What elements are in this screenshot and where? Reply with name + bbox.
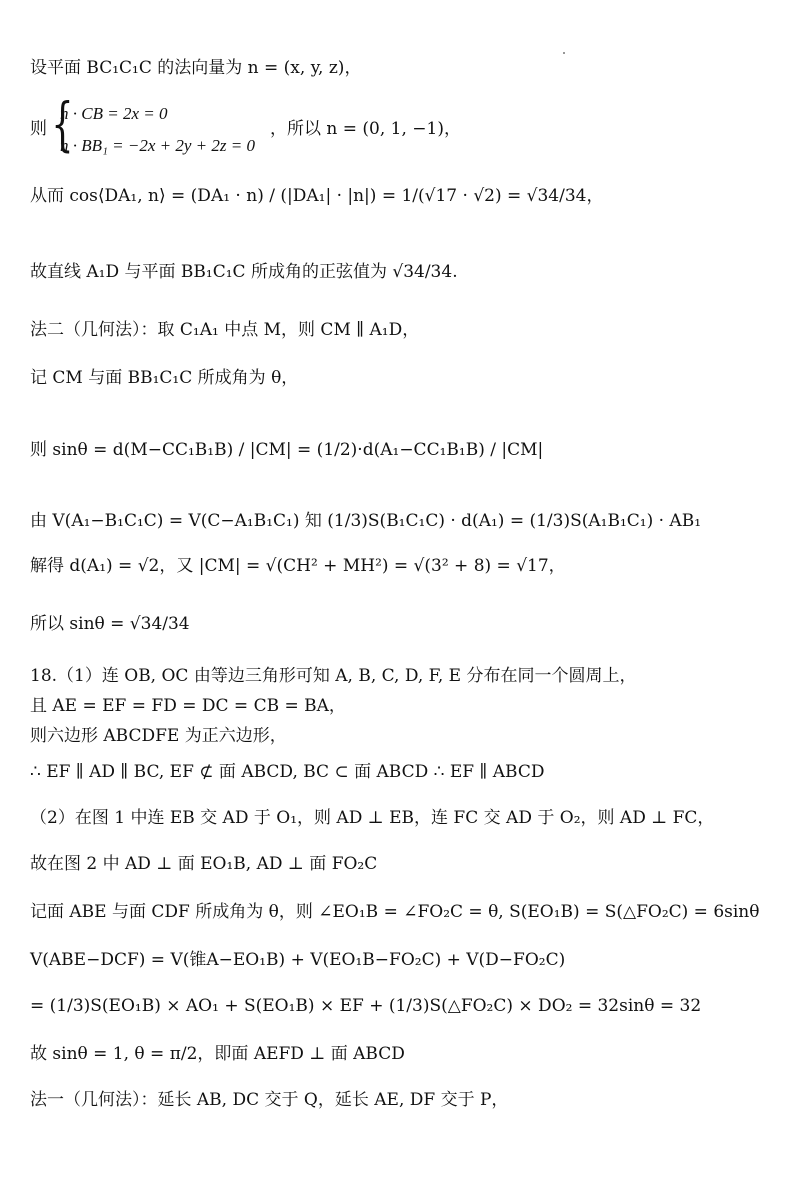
text-line-6: 记 CM 与面 BB₁C₁C 所成角为 θ，	[30, 368, 299, 388]
text-line-3: 从而 cos⟨DA₁, n⟩ = (DA₁ · n) / (|DA₁| · |n|) = 1/(√17 · √2) = √34/34，	[30, 186, 604, 206]
text-line-11: 18.（1）连 OB, OC 由等边三角形可知 A, B, C, D, F, E 分布在同一个圆周上，	[30, 666, 637, 686]
text-line-8: 由 V(A₁−B₁C₁C) = V(C−A₁B₁C₁) 知 (1/3)S(B₁C₁C) · d(A₁) = (1/3)S(A₁B₁C₁) · AB₁	[30, 511, 702, 531]
text-line-12: 且 AE = EF = FD = DC = CB = BA，	[30, 696, 346, 716]
text-line-10: 所以 sinθ = √34/34	[30, 614, 190, 634]
text-line-9: 解得 d(A₁) = √2，又 |CM| = √(CH² + MH²) = √(3² + 8) = √17，	[30, 556, 566, 576]
text-line-14: ∴ EF ∥ AD ∥ BC, EF ⊄ 面 ABCD, BC ⊂ 面 ABCD ∴ EF ∥ ABCD	[30, 762, 545, 782]
text-line-7: 则 sinθ = d(M−CC₁B₁B) / |CM| = (1/2)·d(A₁−CC₁B₁B) / |CM|	[30, 440, 544, 460]
speck-mark	[563, 52, 565, 54]
text-line-18: V(ABE−DCF) = V(锥A−EO₁B) + V(EO₁B−FO₂C) + V(D−FO₂C)	[30, 950, 566, 970]
text-line-16: 故在图 2 中 AD ⊥ 面 EO₁B, AD ⊥ 面 FO₂C	[30, 854, 378, 874]
text-line-17: 记面 ABE 与面 CDF 所成角为 θ，则 ∠EO₁B = ∠FO₂C = θ, S(EO₁B) = S(△FO₂C) = 6sinθ	[30, 902, 760, 922]
text-line-15: （2）在图 1 中连 EB 交 AD 于 O₁，则 AD ⊥ EB，连 FC 交 AD 于 O₂，则 AD ⊥ FC，	[30, 808, 715, 828]
system-equation-2: n · BB₁ = −2x + 2y + 2z = 0	[60, 136, 255, 155]
text-line-13: 则六边形 ABCDFE 为正六边形，	[30, 726, 287, 746]
text-line-19: = (1/3)S(EO₁B) × AO₁ + S(EO₁B) × EF + (1/3)S(△FO₂C) × DO₂ = 32sinθ = 32	[30, 996, 702, 1016]
text-line-1: 设平面 BC₁C₁C 的法向量为 n = (x, y, z)，	[30, 58, 362, 78]
text-line-5: 法二（几何法）：取 C₁A₁ 中点 M，则 CM ∥ A₁D，	[30, 320, 420, 340]
text-line-20: 故 sinθ = 1, θ = π/2，即面 AEFD ⊥ 面 ABCD	[30, 1044, 405, 1064]
text-line-4: 故直线 A₁D 与平面 BB₁C₁C 所成角的正弦值为 √34/34.	[30, 262, 458, 282]
system-equation-1: n · CB = 2x = 0	[60, 104, 168, 123]
text-line-2-suffix: ，所以 n = (0, 1, −1)，	[270, 119, 461, 139]
text-line-2-prefix: 则	[30, 119, 47, 139]
left-brace: {	[51, 90, 74, 158]
text-line-21: 法一（几何法）：延长 AB, DC 交于 Q，延长 AE, DF 交于 P，	[30, 1090, 509, 1110]
